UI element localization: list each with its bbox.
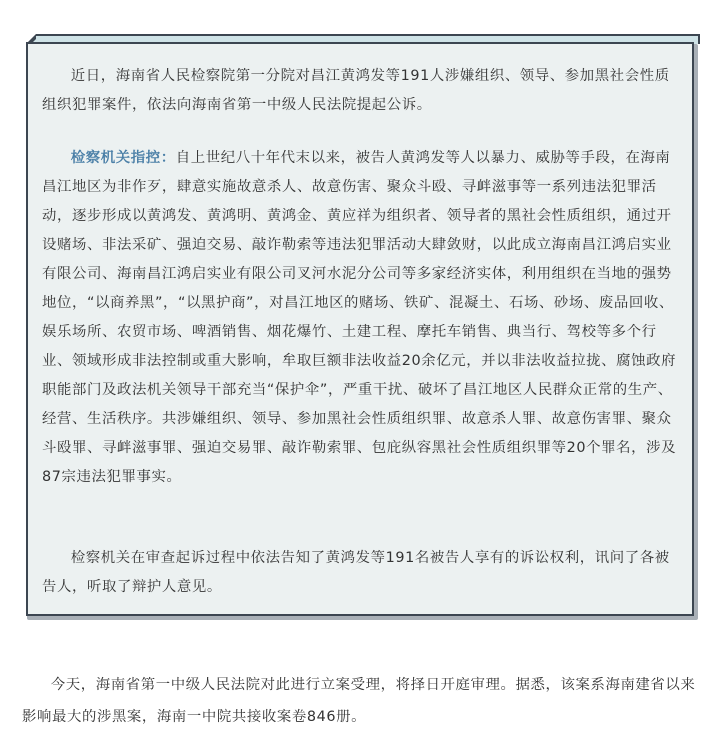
article-paragraph-1: 今天，海南省第一中级人民法院对此进行立案受理，将择日开庭审理。据悉，该案系海南建省以来影响最大的涉黑案，海南一中院共接收案卷846册。	[22, 677, 696, 725]
prosecution-label: 检察机关指控：	[70, 150, 176, 166]
article-body	[22, 669, 704, 733]
card-paragraph-3: 检察机关在审查起诉过程中依法告知了黄鸿发等191名被告人享有的诉讼权利，讯问了各被告人，听取了辩护人意见。	[42, 550, 670, 595]
card-paragraph-1: 近日，海南省人民检察院第一分院对昌江黄鸿发等191人涉嫌组织、领导、参加黑社会性质组织犯罪案件，依法向海南省第一中级人民法院提起公诉。	[42, 68, 670, 113]
prosecution-body: 自上世纪八十年代末以来，被告人黄鸿发等人以暴力、威胁等手段，在海南昌江地区为非作歹，肆意实施故意杀人、故意伤害、聚众斗殴、寻衅滋事等一系列违法犯罪活动，逐步形成以黄鸿发、黄鸿明、黄鸿金、黄应祥为组织者、领导者的黑社会性质组织，通过开设赌场、非法采矿、强迫交易、敲诈勒索等违法犯罪活动大肆敛财，以此成立海南昌江鸿启实业有限公司、海南昌江鸿启实业有限公司叉河水泥分公司等多家经济实体，利用组织在当地的强势地位，“以商养黑”，“以黑护商”，对昌江地区的赌场、铁矿、混凝土、石场、砂场、废品回收、娱乐场所、农贸市场、啤酒销售、烟花爆竹、土建工程、摩托车销售、典当行、驾校等多个行业、领域形成非法控制或重大影响，牟取巨额非法收益20余亿元，并以非法收益拉拢、腐蚀政府职能部门及政法机关领导干部充当“保护伞”，严重干扰、破坏了昌江地区人民群众正常的生产、经营、生活秩序。共涉嫌组织、领导、参加黑社会性质组织罪、故意杀人罪、故意伤害罪、聚众斗殴罪、寻衅滋事罪、强迫交易罪、敲诈勒索罪、包庇纵容黑社会性质组织罪等20个罪名，涉及87宗违法犯罪事实。	[42, 150, 677, 485]
card-paragraph-2	[42, 144, 678, 492]
